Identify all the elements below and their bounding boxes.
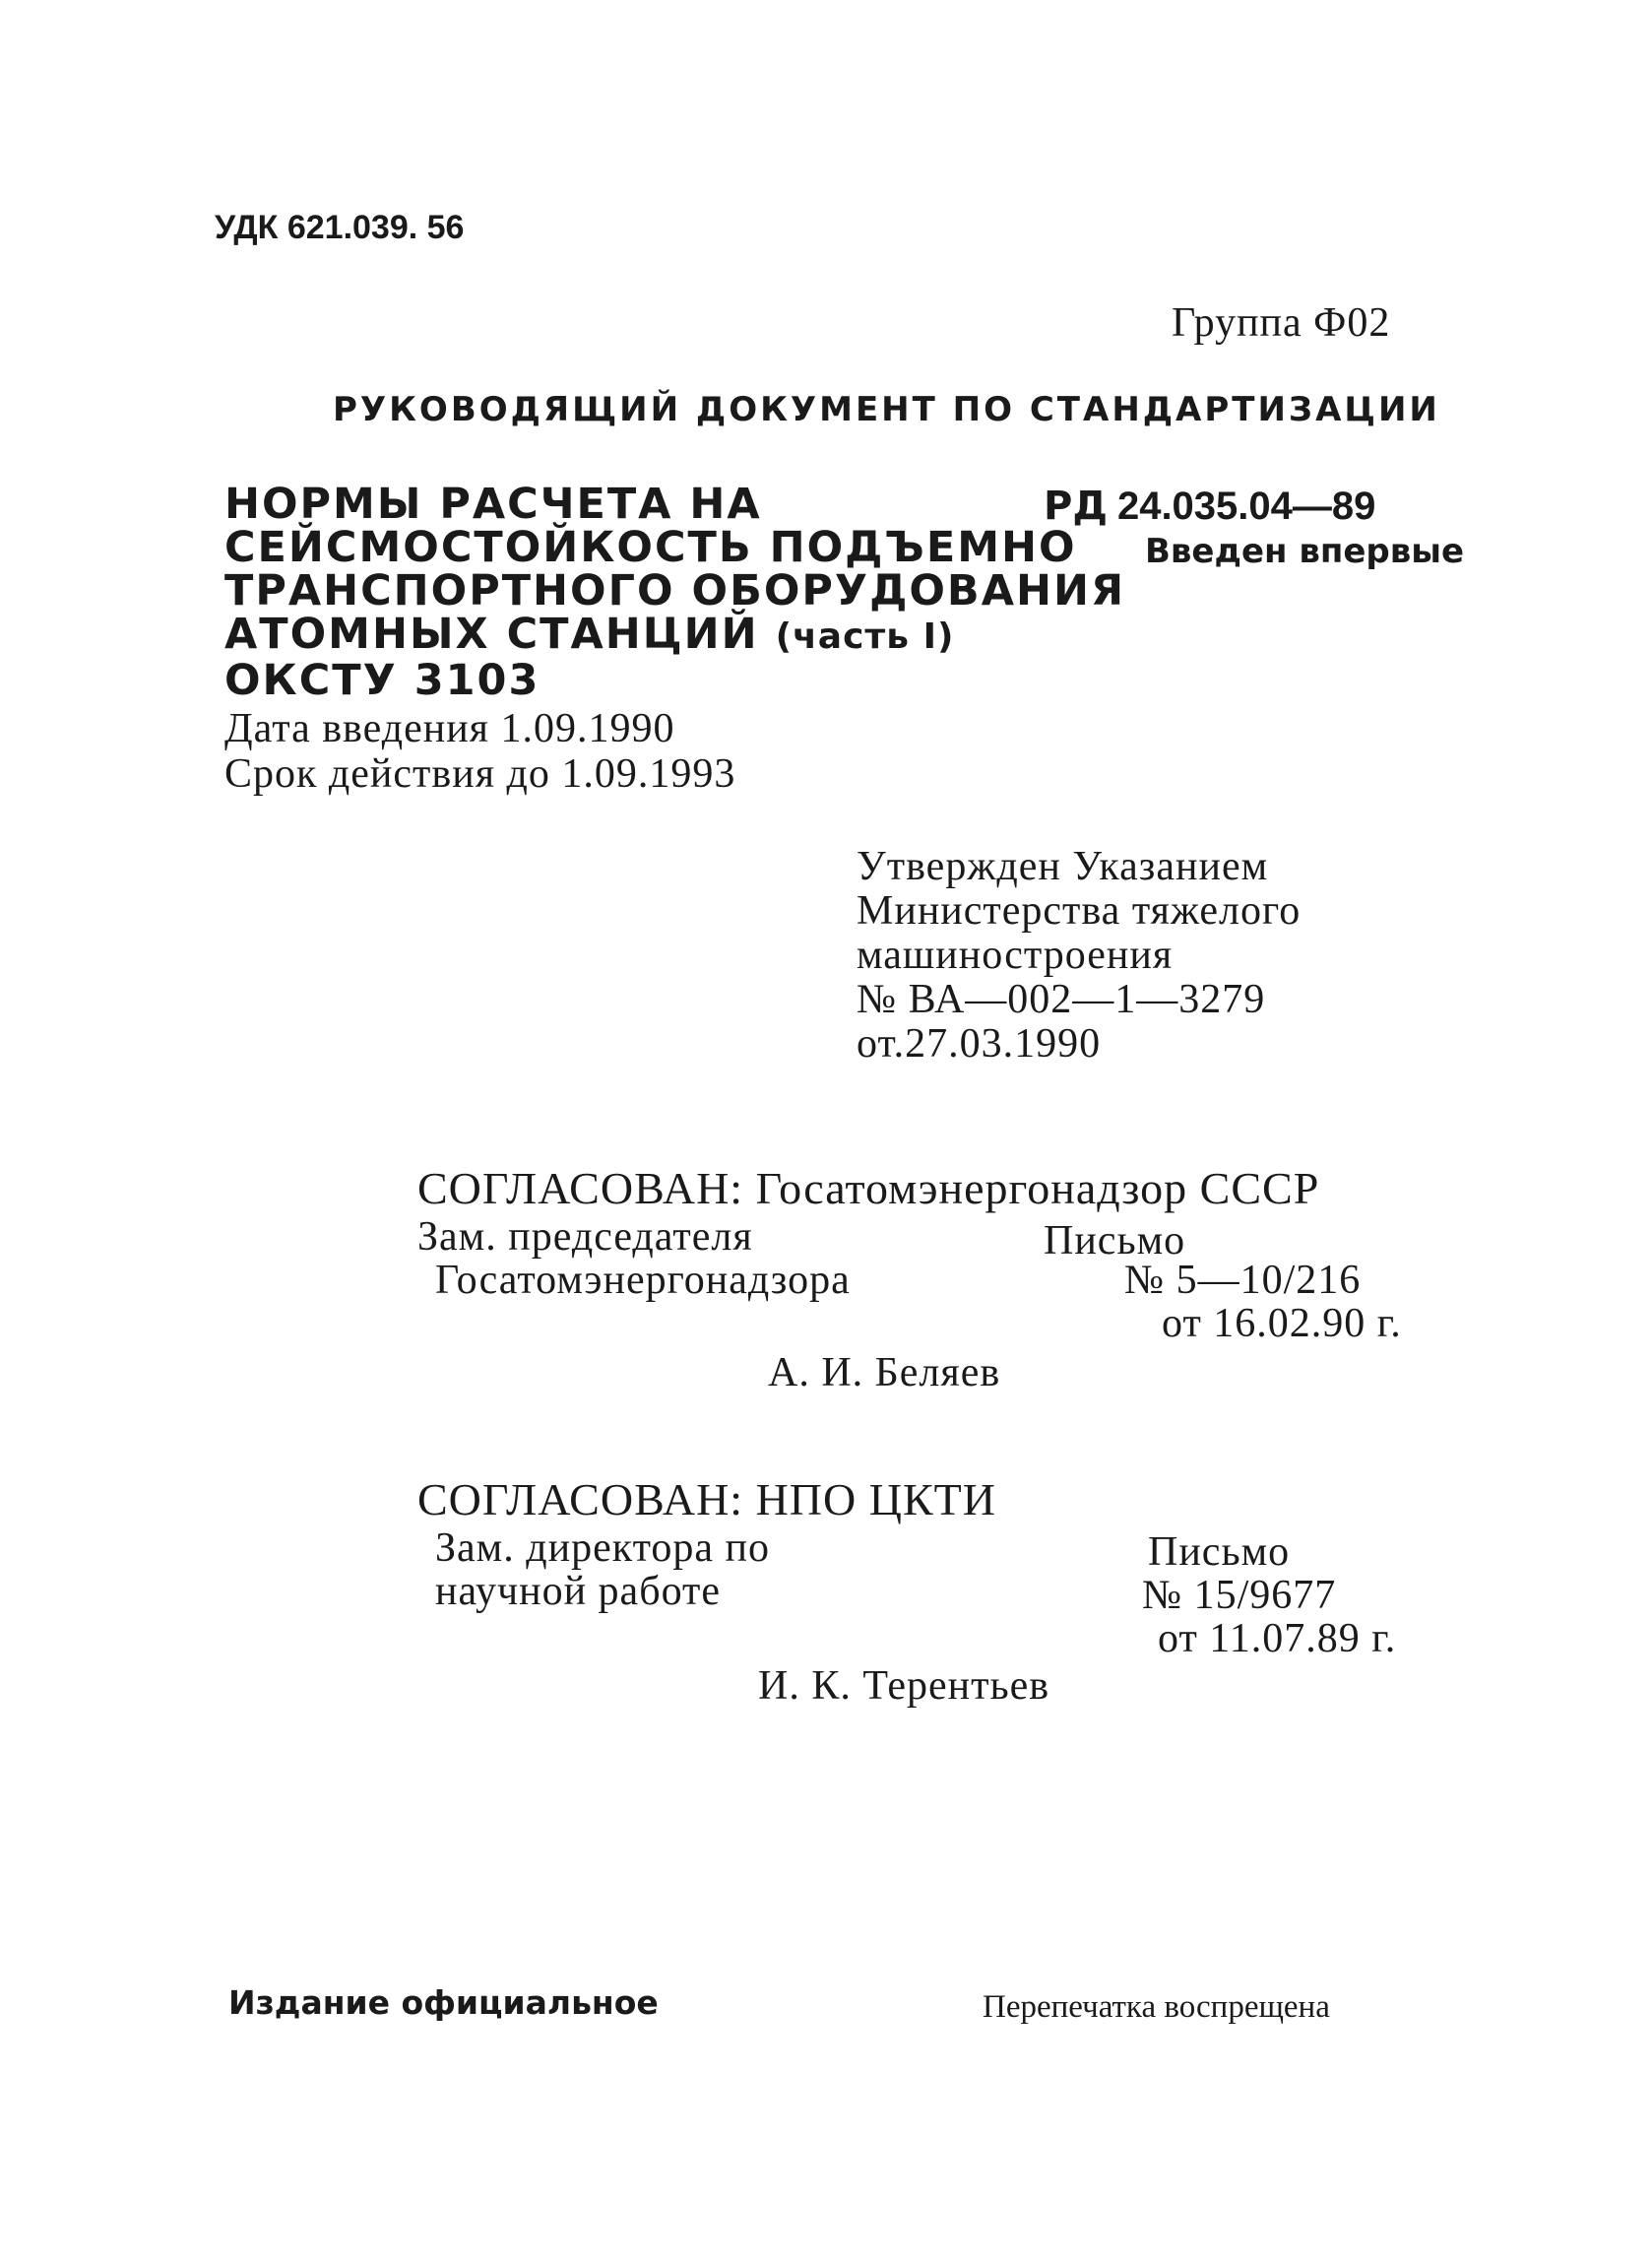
agreement-2-letter-number: № 15/9677 <box>1142 1573 1337 1618</box>
agreement-2-position-2: научной работе <box>435 1569 722 1614</box>
agreement-2-letter-label: Письмо <box>1148 1529 1291 1575</box>
approval-line-4: № ВА—002—1—3279 <box>857 977 1266 1022</box>
agreement-2-signatory: И. К. Терентьев <box>758 1663 1050 1709</box>
document-kind-heading: РУКОВОДЯЩИЙ ДОКУМЕНТ ПО СТАНДАРТИЗАЦИИ <box>333 390 1440 429</box>
agreement-2-position-1: Зам. директора по <box>435 1525 771 1571</box>
footer-official-edition: Издание официальное <box>228 1983 659 2022</box>
agreement-1-heading: СОГЛАСОВАН: Госатомэнергонадзор СССР <box>417 1163 1320 1213</box>
footer-reprint-prohibited: Перепечатка воспрещена <box>983 1989 1330 2025</box>
approval-line-2: Министерства тяжелого <box>857 888 1302 934</box>
approval-line-1: Утвержден Указанием <box>857 844 1269 889</box>
okstu-code: ОКСТУ 3103 <box>224 656 540 705</box>
approval-line-3: машиностроения <box>857 933 1174 978</box>
agreement-2-letter-date: от 11.07.89 г. <box>1158 1616 1397 1661</box>
agreement-1-position-2: Госатомэнергонадзора <box>435 1258 851 1303</box>
agreement-1-letter-label: Письмо <box>1044 1218 1186 1263</box>
group-code: Группа Ф02 <box>1172 300 1391 346</box>
title-part: (часть I) <box>775 616 955 657</box>
rd-label: РД <box>1044 484 1108 529</box>
agreement-1-signatory: А. И. Беляев <box>768 1350 1001 1395</box>
title-line-3: ТРАНСПОРТНОГО ОБОРУДОВАНИЯ <box>224 566 1126 615</box>
approval-line-5: от.27.03.1990 <box>857 1021 1102 1067</box>
udk-code: УДК 621.039. 56 <box>215 209 465 246</box>
introduced-first-note: Введен впервые <box>1145 532 1465 571</box>
intro-date: Дата введения 1.09.1990 <box>224 706 675 751</box>
title-line-2: СЕЙСМОСТОЙКОСТЬ ПОДЪЕМНО <box>224 523 1077 572</box>
agreement-1-letter-date: от 16.02.90 г. <box>1162 1301 1402 1346</box>
agreement-1-position-1: Зам. председателя <box>417 1214 753 1260</box>
agreement-1-letter-number: № 5—10/216 <box>1124 1258 1362 1303</box>
title-line-4-text: АТОМНЫХ СТАНЦИЙ <box>224 610 759 659</box>
validity-period: Срок действия до 1.09.1993 <box>224 751 736 797</box>
title-line-1: НОРМЫ РАСЧЕТА НА <box>224 480 762 529</box>
agreement-2-heading: СОГЛАСОВАН: НПО ЦКТИ <box>417 1474 996 1524</box>
rd-number: 24.035.04—89 <box>1116 485 1376 528</box>
